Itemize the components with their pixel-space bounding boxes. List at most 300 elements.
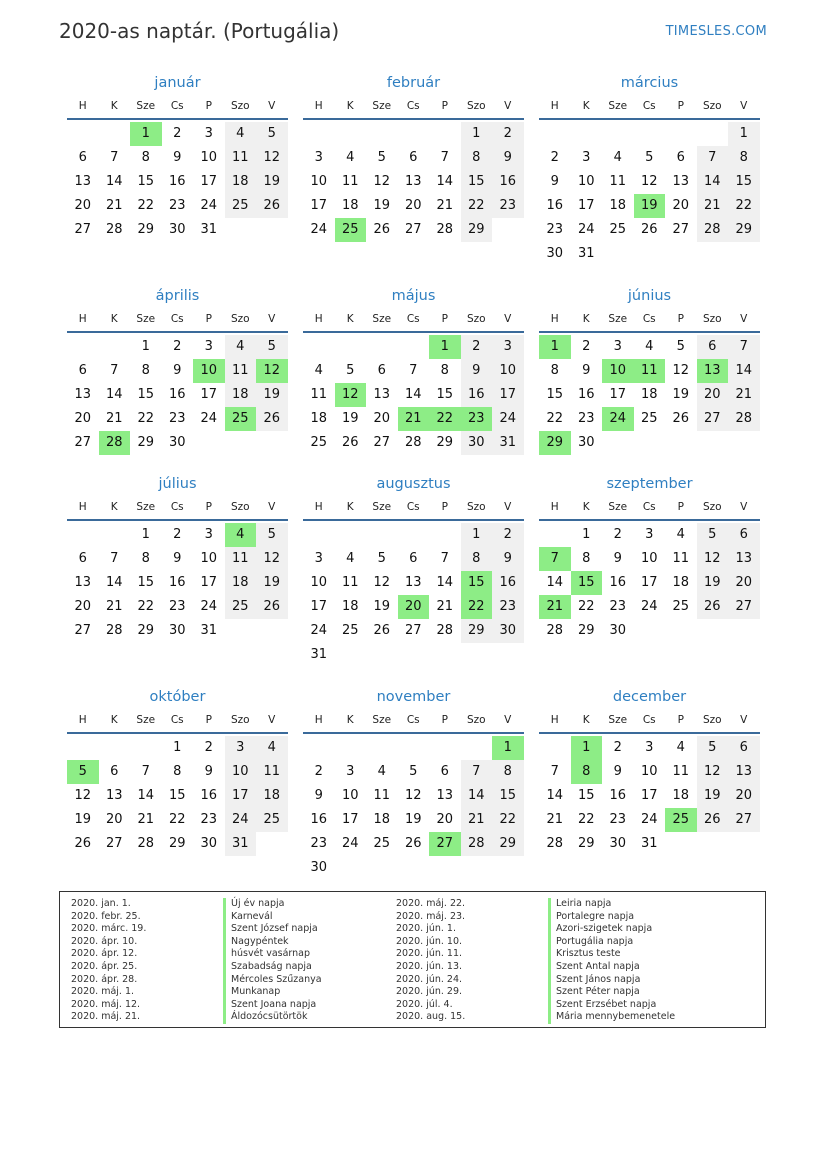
holiday-date: 2020. máj. 23.	[396, 910, 466, 922]
weekday-label: Cs	[406, 714, 420, 726]
empty-cell	[665, 242, 697, 266]
holiday-day-cell: 25	[225, 407, 257, 431]
day-cell: 9	[173, 363, 182, 378]
day-cell: 16	[546, 198, 564, 213]
week-row	[67, 359, 288, 383]
week-row	[539, 808, 760, 832]
weekday-label: P	[677, 501, 684, 513]
day-cell: 8	[440, 363, 449, 378]
weekday-label: Cs	[642, 100, 656, 112]
day-cell: 30	[200, 836, 218, 851]
week-row	[539, 431, 760, 455]
empty-cell	[697, 619, 729, 643]
empty-cell	[303, 736, 335, 760]
day-cell: 4	[645, 339, 654, 354]
day-cell: 12	[256, 146, 288, 170]
month-block	[303, 72, 524, 242]
day-cell: 30	[168, 222, 186, 237]
day-cell: 27	[672, 222, 690, 237]
empty-cell	[366, 523, 398, 547]
weekday-label: Szo	[230, 100, 250, 112]
week-row	[303, 760, 524, 784]
empty-cell	[335, 643, 367, 667]
day-cell: 6	[697, 335, 729, 359]
day-cell: 10	[200, 551, 218, 566]
weekday-label: K	[346, 100, 354, 112]
day-cell: 28	[137, 836, 155, 851]
weekday-label: Sze	[372, 501, 392, 513]
weekday-label: Szo	[466, 313, 486, 325]
month-days	[67, 736, 288, 856]
day-cell: 26	[672, 411, 690, 426]
weekday-label: H	[78, 714, 87, 726]
day-cell: 15	[168, 788, 186, 803]
empty-cell	[99, 122, 131, 146]
day-cell: 4	[346, 150, 355, 165]
day-cell: 18	[341, 198, 359, 213]
holiday-day-cell: 1	[130, 122, 162, 146]
month-block	[539, 285, 760, 455]
weekday-label: Sze	[136, 100, 156, 112]
empty-cell	[99, 523, 131, 547]
holiday-day-cell: 1	[492, 736, 524, 760]
weekday-label: Sze	[372, 313, 392, 325]
day-cell: 27	[404, 623, 422, 638]
week-row	[303, 595, 524, 619]
day-cell: 26	[74, 836, 92, 851]
weekday-label: Szo	[230, 313, 250, 325]
holiday-names-left	[223, 898, 322, 1024]
weekday-label: V	[504, 313, 512, 325]
empty-cell	[602, 122, 634, 146]
week-row	[67, 619, 288, 643]
day-cell: 19	[373, 198, 391, 213]
day-cell: 26	[256, 407, 288, 431]
empty-cell	[303, 335, 335, 359]
weekday-label: P	[205, 313, 212, 325]
day-cell: 6	[728, 736, 760, 760]
day-cell: 15	[461, 170, 493, 194]
empty-cell	[429, 856, 461, 880]
day-cell: 24	[200, 599, 218, 614]
day-cell: 26	[404, 836, 422, 851]
weekday-label: K	[110, 501, 118, 513]
weekday-label: P	[441, 313, 448, 325]
empty-cell	[225, 431, 257, 455]
holiday-date: 2020. jún. 11.	[396, 948, 463, 960]
weekday-label: Szo	[230, 501, 250, 513]
day-cell: 3	[582, 150, 591, 165]
empty-cell	[634, 122, 666, 146]
day-cell: 23	[577, 411, 595, 426]
month-block	[67, 686, 288, 856]
day-cell: 11	[310, 387, 328, 402]
holiday-name: Azori-szigetek napja	[548, 923, 675, 936]
weekday-label: Sze	[136, 313, 156, 325]
weekday-label: Sze	[136, 501, 156, 513]
weekday-label: Szo	[702, 100, 722, 112]
week-row	[67, 407, 288, 431]
week-row	[67, 122, 288, 146]
holiday-date: 2020. jún. 1.	[396, 923, 457, 935]
day-cell: 28	[105, 222, 123, 237]
weekday-label: P	[677, 714, 684, 726]
weekday-label: P	[677, 313, 684, 325]
day-cell: 10	[640, 764, 658, 779]
week-row	[303, 832, 524, 856]
day-cell: 13	[373, 387, 391, 402]
day-cell: 15	[577, 788, 595, 803]
weekday-label: P	[441, 501, 448, 513]
week-row	[539, 571, 760, 595]
day-cell: 26	[640, 222, 658, 237]
day-cell: 20	[436, 812, 454, 827]
weekday-label: V	[740, 501, 748, 513]
day-cell: 6	[78, 363, 87, 378]
day-cell: 8	[582, 551, 591, 566]
day-cell: 21	[137, 812, 155, 827]
day-cell: 26	[341, 435, 359, 450]
day-cell: 23	[546, 222, 564, 237]
weekday-label: Sze	[608, 714, 628, 726]
day-cell: 21	[697, 194, 729, 218]
weekday-label: P	[205, 501, 212, 513]
weekday-label: K	[110, 714, 118, 726]
day-cell: 31	[492, 431, 524, 455]
day-cell: 16	[168, 174, 186, 189]
week-row	[539, 218, 760, 242]
day-cell: 13	[74, 174, 92, 189]
day-cell: 3	[314, 551, 323, 566]
day-cell: 22	[577, 599, 595, 614]
month-days	[303, 335, 524, 455]
day-cell: 17	[310, 198, 328, 213]
holiday-date: 2020. júl. 4.	[396, 998, 453, 1010]
day-cell: 4	[613, 150, 622, 165]
week-row	[67, 431, 288, 455]
holiday-date: 2020. jún. 13.	[396, 960, 463, 972]
weekday-label: K	[346, 313, 354, 325]
weekday-label: P	[205, 100, 212, 112]
weekday-label: K	[346, 714, 354, 726]
day-cell: 19	[373, 599, 391, 614]
day-cell: 9	[204, 764, 213, 779]
week-row	[539, 383, 760, 407]
day-cell: 15	[492, 784, 524, 808]
holiday-name: Szent János napja	[548, 974, 675, 987]
day-cell: 24	[310, 222, 328, 237]
day-cell: 3	[225, 736, 257, 760]
weekday-header	[67, 495, 288, 521]
weekday-label: Sze	[372, 714, 392, 726]
holiday-day-cell: 22	[461, 595, 493, 619]
day-cell: 15	[436, 387, 454, 402]
day-cell: 24	[640, 599, 658, 614]
day-cell: 17	[225, 784, 257, 808]
day-cell: 15	[137, 174, 155, 189]
day-cell: 16	[310, 812, 328, 827]
day-cell: 2	[550, 150, 559, 165]
day-cell: 23	[168, 599, 186, 614]
weekday-label: V	[268, 501, 276, 513]
day-cell: 2	[613, 740, 622, 755]
day-cell: 11	[672, 764, 690, 779]
empty-cell	[429, 122, 461, 146]
day-cell: 3	[314, 150, 323, 165]
holiday-day-cell: 20	[398, 595, 430, 619]
day-cell: 29	[461, 218, 493, 242]
day-cell: 1	[141, 339, 150, 354]
day-cell: 12	[404, 788, 422, 803]
weekday-label: Sze	[136, 714, 156, 726]
empty-cell	[398, 335, 430, 359]
day-cell: 17	[492, 383, 524, 407]
day-cell: 15	[546, 387, 564, 402]
day-cell: 25	[256, 808, 288, 832]
day-cell: 31	[310, 647, 328, 662]
day-cell: 5	[256, 335, 288, 359]
day-cell: 30	[310, 860, 328, 875]
holiday-date: 2020. máj. 22.	[396, 898, 466, 909]
holiday-day-cell: 15	[461, 571, 493, 595]
weekday-label: V	[740, 100, 748, 112]
month-name: február	[386, 75, 441, 91]
day-cell: 13	[436, 788, 454, 803]
day-cell: 14	[105, 575, 123, 590]
holiday-date: 2020. máj. 12.	[71, 998, 141, 1010]
week-row	[539, 407, 760, 431]
holiday-name: húsvét vasárnap	[223, 948, 322, 961]
day-cell: 12	[373, 575, 391, 590]
weekday-header	[67, 307, 288, 333]
weekday-label: Szo	[230, 714, 250, 726]
day-cell: 18	[609, 198, 627, 213]
day-cell: 3	[204, 527, 213, 542]
empty-cell	[398, 523, 430, 547]
day-cell: 2	[613, 527, 622, 542]
holiday-date: 2020. máj. 1.	[71, 986, 135, 998]
holiday-name: Szent Antal napja	[548, 961, 675, 974]
week-row	[539, 760, 760, 784]
empty-cell	[366, 122, 398, 146]
weekday-label: K	[582, 714, 590, 726]
day-cell: 19	[697, 784, 729, 808]
day-cell: 24	[200, 411, 218, 426]
day-cell: 21	[728, 383, 760, 407]
holiday-day-cell: 15	[571, 571, 603, 595]
week-row	[67, 218, 288, 242]
day-cell: 18	[672, 575, 690, 590]
weekday-label: P	[205, 714, 212, 726]
weekday-label: Cs	[642, 313, 656, 325]
empty-cell	[728, 832, 760, 856]
week-row	[303, 146, 524, 170]
day-cell: 25	[310, 435, 328, 450]
month-name: május	[391, 288, 436, 304]
day-cell: 4	[256, 736, 288, 760]
weekday-header	[303, 94, 524, 120]
week-row	[539, 784, 760, 808]
day-cell: 16	[492, 170, 524, 194]
holiday-date: 2020. jún. 24.	[396, 973, 463, 985]
holiday-name: Krisztus teste	[548, 948, 675, 961]
empty-cell	[67, 736, 99, 760]
day-cell: 31	[640, 836, 658, 851]
day-cell: 17	[640, 575, 658, 590]
day-cell: 9	[173, 150, 182, 165]
week-row	[303, 547, 524, 571]
day-cell: 24	[577, 222, 595, 237]
weekday-label: H	[314, 313, 323, 325]
week-row	[539, 619, 760, 643]
empty-cell	[398, 856, 430, 880]
weekday-label: V	[268, 100, 276, 112]
day-cell: 17	[200, 575, 218, 590]
week-row	[67, 170, 288, 194]
day-cell: 20	[74, 411, 92, 426]
holiday-day-cell: 10	[193, 359, 225, 383]
day-cell: 18	[310, 411, 328, 426]
day-cell: 5	[676, 339, 685, 354]
month-block	[539, 72, 760, 266]
month-name: december	[612, 689, 687, 705]
month-days	[67, 523, 288, 643]
day-cell: 7	[141, 764, 150, 779]
day-cell: 27	[74, 435, 92, 450]
month-days	[539, 335, 760, 455]
day-cell: 18	[373, 812, 391, 827]
day-cell: 11	[672, 551, 690, 566]
empty-cell	[335, 736, 367, 760]
day-cell: 8	[461, 547, 493, 571]
empty-cell	[461, 856, 493, 880]
day-cell: 28	[404, 435, 422, 450]
brand-link[interactable]: TIMESLES.COM	[665, 24, 767, 39]
day-cell: 6	[440, 764, 449, 779]
holiday-date: 2020. ápr. 25.	[71, 960, 138, 972]
holiday-name: Munkanap	[223, 986, 322, 999]
week-row	[303, 523, 524, 547]
empty-cell	[366, 335, 398, 359]
day-cell: 9	[582, 363, 591, 378]
day-cell: 3	[613, 339, 622, 354]
empty-cell	[398, 122, 430, 146]
holiday-date: 2020. ápr. 28.	[71, 973, 138, 985]
day-cell: 26	[697, 595, 729, 619]
day-cell: 9	[173, 551, 182, 566]
day-cell: 13	[728, 760, 760, 784]
empty-cell	[225, 218, 257, 242]
day-cell: 29	[577, 836, 595, 851]
week-row	[67, 571, 288, 595]
day-cell: 21	[436, 599, 454, 614]
day-cell: 8	[492, 760, 524, 784]
day-cell: 8	[141, 150, 150, 165]
day-cell: 9	[461, 359, 493, 383]
empty-cell	[225, 619, 257, 643]
day-cell: 5	[256, 122, 288, 146]
weekday-label: Szo	[702, 714, 722, 726]
day-cell: 4	[225, 335, 257, 359]
day-cell: 5	[377, 150, 386, 165]
day-cell: 19	[256, 170, 288, 194]
day-cell: 31	[200, 222, 218, 237]
day-cell: 8	[141, 363, 150, 378]
empty-cell	[335, 335, 367, 359]
day-cell: 21	[461, 808, 493, 832]
holiday-date: 2020. febr. 25.	[71, 910, 141, 922]
day-cell: 14	[728, 359, 760, 383]
day-cell: 6	[728, 523, 760, 547]
day-cell: 6	[110, 764, 119, 779]
weekday-label: P	[441, 714, 448, 726]
day-cell: 10	[310, 575, 328, 590]
day-cell: 21	[546, 812, 564, 827]
day-cell: 5	[645, 150, 654, 165]
day-cell: 5	[346, 363, 355, 378]
week-row	[67, 383, 288, 407]
day-cell: 20	[105, 812, 123, 827]
empty-cell	[67, 523, 99, 547]
month-name: november	[376, 689, 451, 705]
day-cell: 14	[404, 387, 422, 402]
weekday-label: H	[314, 100, 323, 112]
day-cell: 26	[373, 623, 391, 638]
holiday-legend	[59, 891, 766, 1028]
day-cell: 22	[461, 194, 493, 218]
day-cell: 11	[225, 146, 257, 170]
month-days	[539, 736, 760, 856]
day-cell: 7	[697, 146, 729, 170]
day-cell: 29	[137, 623, 155, 638]
day-cell: 24	[225, 808, 257, 832]
day-cell: 19	[672, 387, 690, 402]
day-cell: 23	[310, 836, 328, 851]
day-cell: 17	[640, 788, 658, 803]
day-cell: 30	[609, 836, 627, 851]
empty-cell	[256, 218, 288, 242]
holiday-name: Mária mennybemenetele	[548, 1011, 675, 1024]
day-cell: 27	[105, 836, 123, 851]
day-cell: 16	[461, 383, 493, 407]
day-cell: 7	[440, 150, 449, 165]
holiday-day-cell: 1	[571, 736, 603, 760]
holiday-day-cell: 12	[335, 383, 367, 407]
day-cell: 29	[168, 836, 186, 851]
day-cell: 7	[728, 335, 760, 359]
day-cell: 22	[168, 812, 186, 827]
holiday-name: Nagypéntek	[223, 936, 322, 949]
month-block	[67, 285, 288, 455]
holiday-day-cell: 24	[602, 407, 634, 431]
holiday-day-cell: 23	[461, 407, 493, 431]
day-cell: 7	[110, 150, 119, 165]
day-cell: 13	[404, 575, 422, 590]
empty-cell	[602, 242, 634, 266]
day-cell: 5	[697, 523, 729, 547]
day-cell: 12	[256, 547, 288, 571]
day-cell: 20	[373, 411, 391, 426]
day-cell: 14	[436, 174, 454, 189]
day-cell: 2	[461, 335, 493, 359]
day-cell: 19	[256, 383, 288, 407]
day-cell: 9	[613, 551, 622, 566]
day-cell: 13	[105, 788, 123, 803]
day-cell: 16	[200, 788, 218, 803]
day-cell: 19	[697, 571, 729, 595]
day-cell: 18	[225, 383, 257, 407]
holiday-day-cell: 27	[429, 832, 461, 856]
